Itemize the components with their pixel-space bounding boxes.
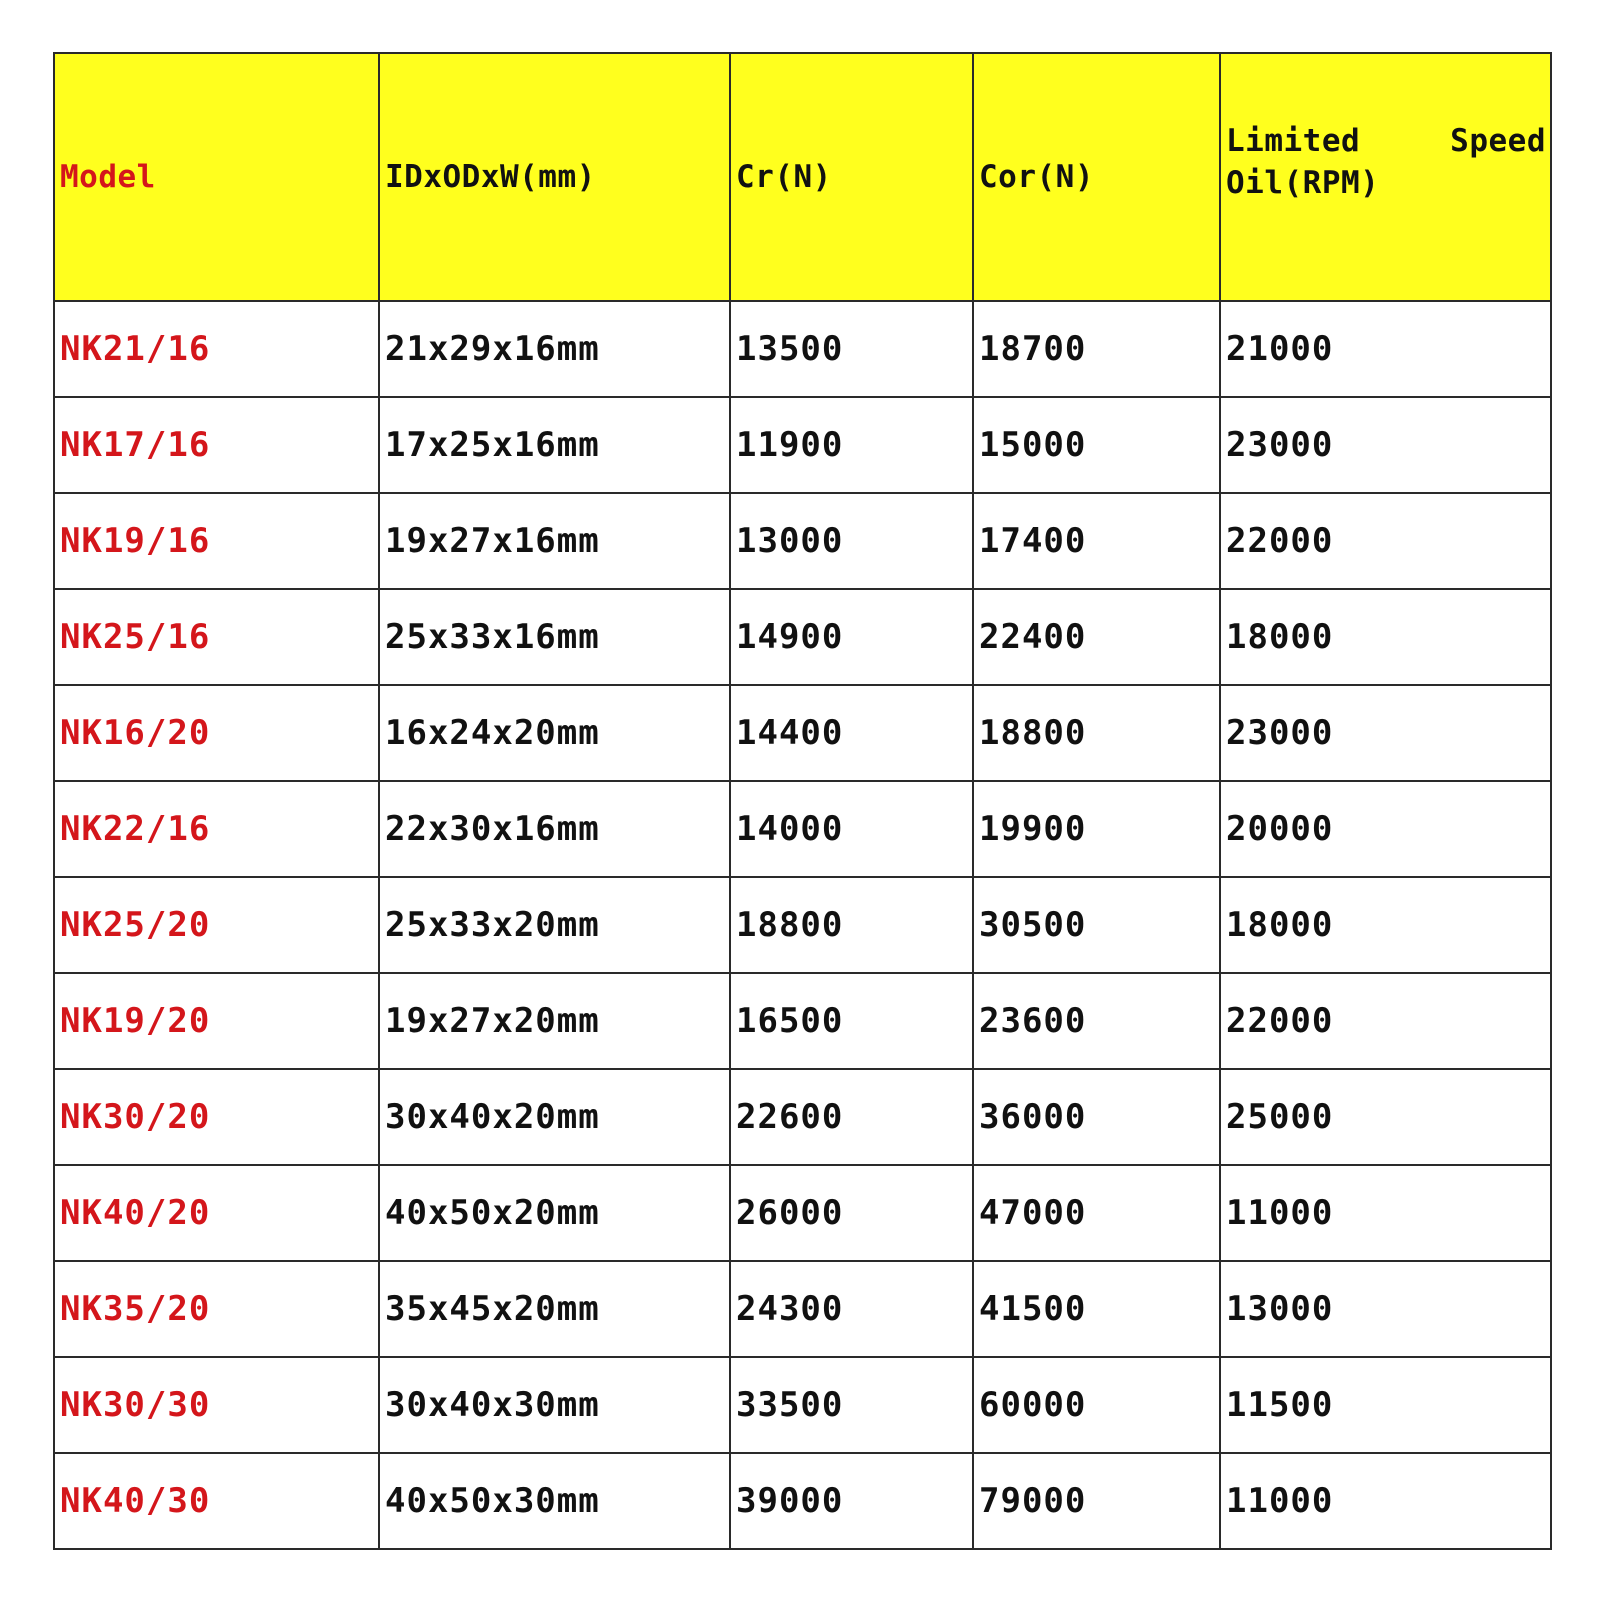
cell-cr: 14000 <box>730 781 973 877</box>
cell-model: NK21/16 <box>54 301 379 397</box>
header-cr: Cr(N) <box>730 53 973 301</box>
cell-dimensions: 25x33x20mm <box>379 877 730 973</box>
table-header <box>54 53 1551 301</box>
header-oil-rpm: Oil(RPM) <box>1226 165 1380 201</box>
header-cor: Cor(N) <box>973 53 1220 301</box>
table-row <box>54 1165 1551 1261</box>
cell-model: NK30/30 <box>54 1357 379 1453</box>
cell-dimensions: 30x40x20mm <box>379 1069 730 1165</box>
header-row <box>54 53 1551 301</box>
cell-cr: 13500 <box>730 301 973 397</box>
cell-cor: 41500 <box>973 1261 1220 1357</box>
cell-cor: 22400 <box>973 589 1220 685</box>
cell-cr: 18800 <box>730 877 973 973</box>
cell-dimensions: 16x24x20mm <box>379 685 730 781</box>
cell-dimensions: 19x27x16mm <box>379 493 730 589</box>
cell-cor: 23600 <box>973 973 1220 1069</box>
cell-model: NK25/20 <box>54 877 379 973</box>
cell-cor: 30500 <box>973 877 1220 973</box>
cell-model: NK40/20 <box>54 1165 379 1261</box>
header-dimensions: IDxODxW(mm) <box>379 53 730 301</box>
cell-dimensions: 22x30x16mm <box>379 781 730 877</box>
table-row <box>54 1453 1551 1549</box>
cell-limited-speed: 23000 <box>1220 685 1551 781</box>
cell-cr: 13000 <box>730 493 973 589</box>
cell-dimensions: 35x45x20mm <box>379 1261 730 1357</box>
cell-cr: 16500 <box>730 973 973 1069</box>
cell-limited-speed: 21000 <box>1220 301 1551 397</box>
cell-model: NK17/16 <box>54 397 379 493</box>
cell-model: NK35/20 <box>54 1261 379 1357</box>
cell-limited-speed: 20000 <box>1220 781 1551 877</box>
cell-cr: 11900 <box>730 397 973 493</box>
cell-limited-speed: 11500 <box>1220 1357 1551 1453</box>
table-row <box>54 877 1551 973</box>
table-row <box>54 397 1551 493</box>
cell-limited-speed: 13000 <box>1220 1261 1551 1357</box>
cell-cr: 39000 <box>730 1453 973 1549</box>
cell-cr: 14900 <box>730 589 973 685</box>
header-model: Model <box>54 53 379 301</box>
cell-cr: 33500 <box>730 1357 973 1453</box>
table-row <box>54 1357 1551 1453</box>
cell-limited-speed: 11000 <box>1220 1453 1551 1549</box>
cell-model: NK16/20 <box>54 685 379 781</box>
bearing-spec-table <box>53 52 1552 1550</box>
cell-cor: 79000 <box>973 1453 1220 1549</box>
cell-cor: 15000 <box>973 397 1220 493</box>
table-row <box>54 493 1551 589</box>
table-body <box>54 301 1551 1549</box>
cell-dimensions: 40x50x20mm <box>379 1165 730 1261</box>
cell-cor: 47000 <box>973 1165 1220 1261</box>
cell-limited-speed: 22000 <box>1220 493 1551 589</box>
cell-dimensions: 17x25x16mm <box>379 397 730 493</box>
cell-model: NK22/16 <box>54 781 379 877</box>
cell-dimensions: 40x50x30mm <box>379 1453 730 1549</box>
cell-model: NK19/16 <box>54 493 379 589</box>
table-row <box>54 781 1551 877</box>
cell-limited-speed: 23000 <box>1220 397 1551 493</box>
cell-dimensions: 25x33x16mm <box>379 589 730 685</box>
table-row <box>54 1261 1551 1357</box>
cell-limited-speed: 22000 <box>1220 973 1551 1069</box>
header-limited-speed <box>1220 53 1551 301</box>
cell-cor: 18800 <box>973 685 1220 781</box>
cell-cr: 14400 <box>730 685 973 781</box>
header-speed-word: Speed <box>1450 123 1546 159</box>
cell-limited-speed: 11000 <box>1220 1165 1551 1261</box>
table-row <box>54 589 1551 685</box>
cell-dimensions: 19x27x20mm <box>379 973 730 1069</box>
cell-dimensions: 30x40x30mm <box>379 1357 730 1453</box>
cell-limited-speed: 18000 <box>1220 589 1551 685</box>
cell-cr: 26000 <box>730 1165 973 1261</box>
cell-cr: 24300 <box>730 1261 973 1357</box>
cell-model: NK40/30 <box>54 1453 379 1549</box>
header-limited-word: Limited <box>1226 123 1361 159</box>
cell-cor: 36000 <box>973 1069 1220 1165</box>
cell-model: NK30/20 <box>54 1069 379 1165</box>
table-row <box>54 301 1551 397</box>
cell-cor: 18700 <box>973 301 1220 397</box>
cell-cor: 17400 <box>973 493 1220 589</box>
cell-cor: 19900 <box>973 781 1220 877</box>
cell-model: NK19/20 <box>54 973 379 1069</box>
cell-cr: 22600 <box>730 1069 973 1165</box>
cell-model: NK25/16 <box>54 589 379 685</box>
table-row <box>54 1069 1551 1165</box>
cell-limited-speed: 25000 <box>1220 1069 1551 1165</box>
cell-limited-speed: 18000 <box>1220 877 1551 973</box>
table-row <box>54 973 1551 1069</box>
cell-cor: 60000 <box>973 1357 1220 1453</box>
cell-dimensions: 21x29x16mm <box>379 301 730 397</box>
table-row <box>54 685 1551 781</box>
